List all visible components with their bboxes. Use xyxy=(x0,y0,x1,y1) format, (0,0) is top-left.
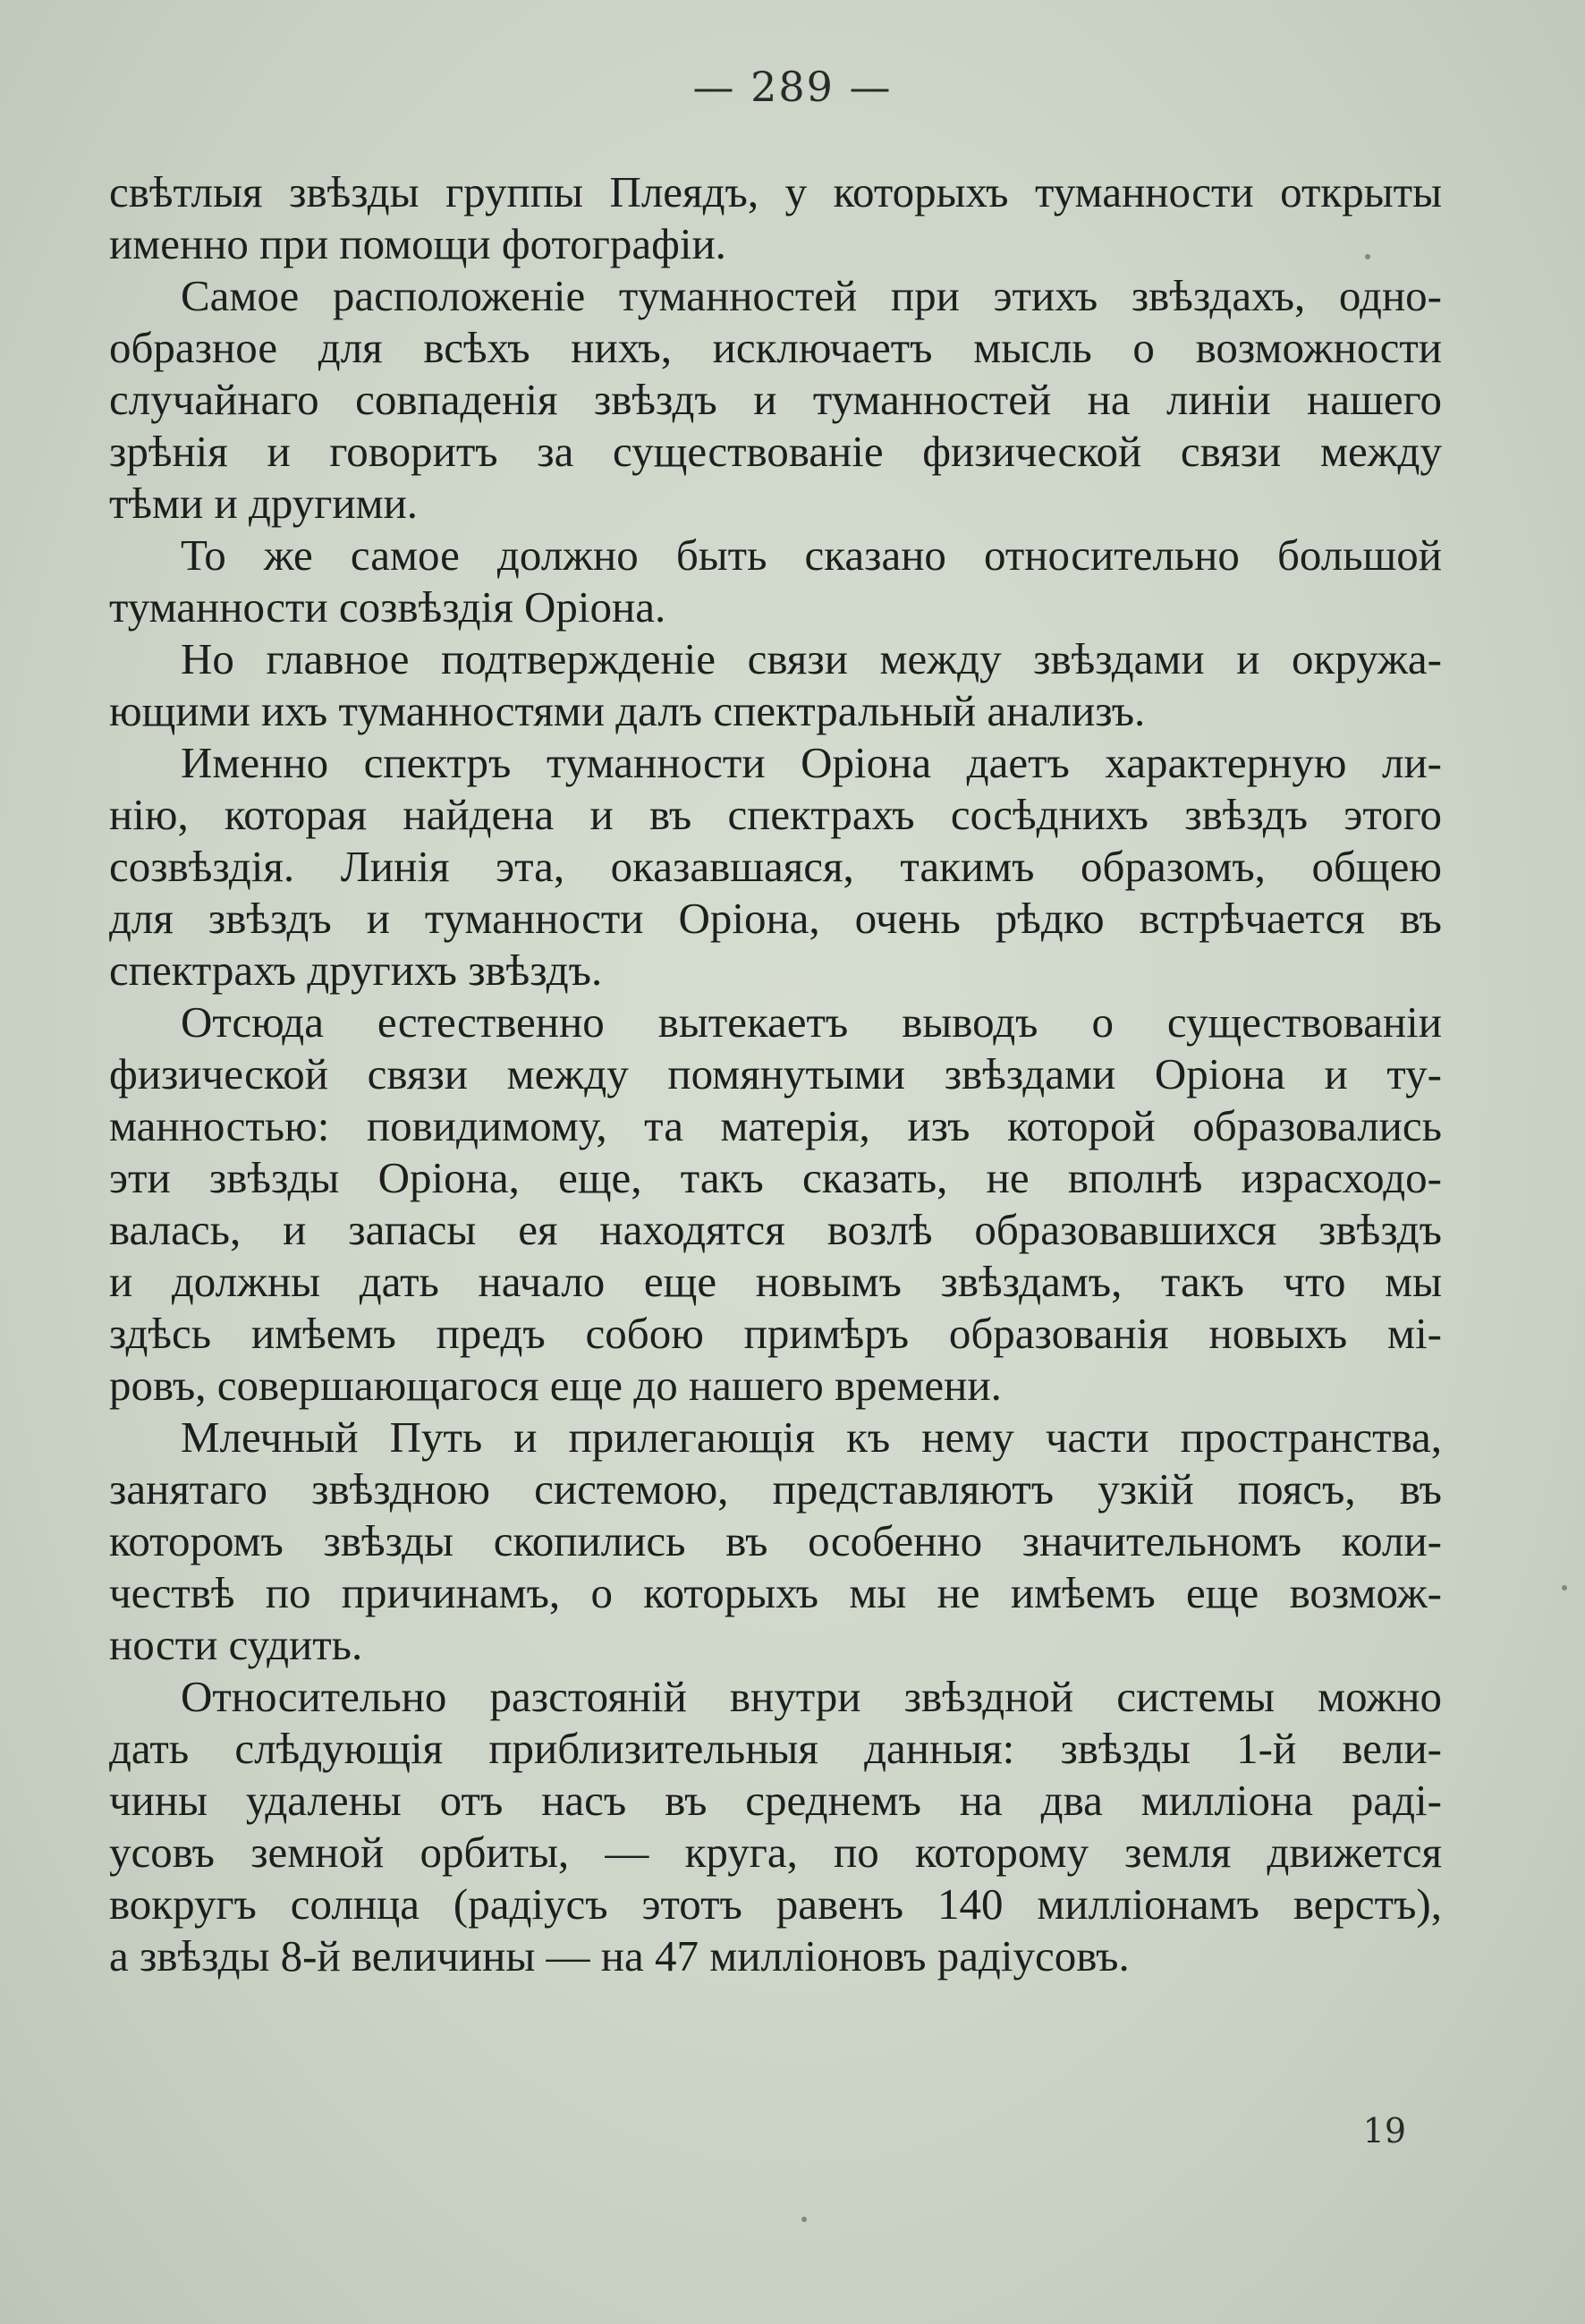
dust-speck xyxy=(1365,254,1370,259)
text-line: валась, и запасы ея находятся возлѣ образовавшихся звѣздъ xyxy=(109,1205,1442,1254)
paragraph xyxy=(109,1671,1442,1982)
text-line: ющими ихъ туманностями далъ спектральный анализъ. xyxy=(109,686,1146,735)
text-line: дать слѣдующія приблизительныя данныя: звѣзды 1-й вели- xyxy=(109,1724,1442,1773)
text-line: Именно спектръ туманности Оріона даетъ характерную ли- xyxy=(181,738,1442,787)
text-line: занятаго звѣздною системою, представляютъ узкій поясъ, въ xyxy=(109,1464,1442,1514)
text-line: спектрахъ другихъ звѣздъ. xyxy=(109,946,603,995)
text-line: тѣми и другими. xyxy=(109,479,419,528)
paragraph xyxy=(109,1412,1442,1671)
text-line: эти звѣзды Оріона, еще, такъ сказать, не вполнѣ израсходо- xyxy=(109,1153,1442,1202)
text-line: ности судить. xyxy=(109,1620,363,1669)
text-line: Но главное подтвержденіе связи между звѣздами и окружа- xyxy=(181,634,1442,683)
paragraph xyxy=(109,737,1442,997)
body-text xyxy=(109,166,1442,1982)
text-line: здѣсь имѣемъ предъ собою примѣръ образованія новыхъ мі- xyxy=(109,1309,1442,1358)
paragraph xyxy=(109,997,1442,1412)
text-line: именно при помощи фотографіи. xyxy=(109,219,726,268)
text-line: ровъ, совершающагося еще до нашего времени. xyxy=(109,1361,1002,1410)
text-line: а звѣзды 8-й величины — на 47 милліоновъ радіусовъ. xyxy=(109,1931,1130,1980)
text-line: зрѣнія и говоритъ за существованіе физической связи между xyxy=(109,427,1442,476)
text-line: вокругъ солнца (радіусъ этотъ равенъ 140 милліонамъ верстъ), xyxy=(109,1879,1442,1929)
text-line: свѣтлыя звѣзды группы Плеядъ, у которыхъ туманности открыты xyxy=(109,167,1442,216)
text-line: чествѣ по причинамъ, о которыхъ мы не имѣемъ еще возмож- xyxy=(109,1568,1442,1617)
dust-speck xyxy=(1562,1585,1567,1590)
text-line: Отсюда естественно вытекаетъ выводъ о существованіи xyxy=(181,997,1442,1047)
text-line: которомъ звѣзды скопились въ особенно значительномъ коли- xyxy=(109,1516,1442,1565)
text-line: Относительно разстояній внутри звѣздной системы можно xyxy=(181,1672,1442,1721)
text-line: для звѣздъ и туманности Оріона, очень рѣдко встрѣчается въ xyxy=(109,894,1442,943)
text-line: Млечный Путь и прилегающія къ нему части пространства, xyxy=(181,1412,1442,1462)
dust-speck xyxy=(801,2217,807,2222)
paragraph xyxy=(109,530,1442,633)
page-number: — 289 — xyxy=(692,63,893,111)
paragraph xyxy=(109,270,1442,530)
signature-mark: 19 xyxy=(1362,2111,1406,2150)
text-line: усовъ земной орбиты, — круга, по которому земля движется xyxy=(109,1828,1442,1877)
paragraph xyxy=(109,166,1442,270)
text-line: Самое расположеніе туманностей при этихъ звѣздахъ, одно- xyxy=(181,271,1442,320)
text-line: нію, которая найдена и въ спектрахъ сосѣднихъ звѣздъ этого xyxy=(109,790,1442,839)
text-line: и должны дать начало еще новымъ звѣздамъ, такъ что мы xyxy=(109,1257,1442,1306)
text-line: физической связи между помянутыми звѣздами Оріона и ту- xyxy=(109,1049,1442,1098)
text-line: случайнаго совпаденія звѣздъ и туманностей на линіи нашего xyxy=(109,375,1442,424)
text-line: образное для всѣхъ нихъ, исключаетъ мысль о возможности xyxy=(109,323,1442,372)
paragraph xyxy=(109,633,1442,737)
text-line: чины удалены отъ насъ въ среднемъ на два милліона раді- xyxy=(109,1776,1442,1825)
text-line: манностью: повидимому, та матерія, изъ которой образовались xyxy=(109,1101,1442,1150)
text-line: созвѣздія. Линія эта, оказавшаяся, такимъ образомъ, общею xyxy=(109,842,1442,891)
text-line: То же самое должно быть сказано относительно большой xyxy=(181,530,1442,580)
text-line: туманности созвѣздія Оріона. xyxy=(109,582,666,632)
